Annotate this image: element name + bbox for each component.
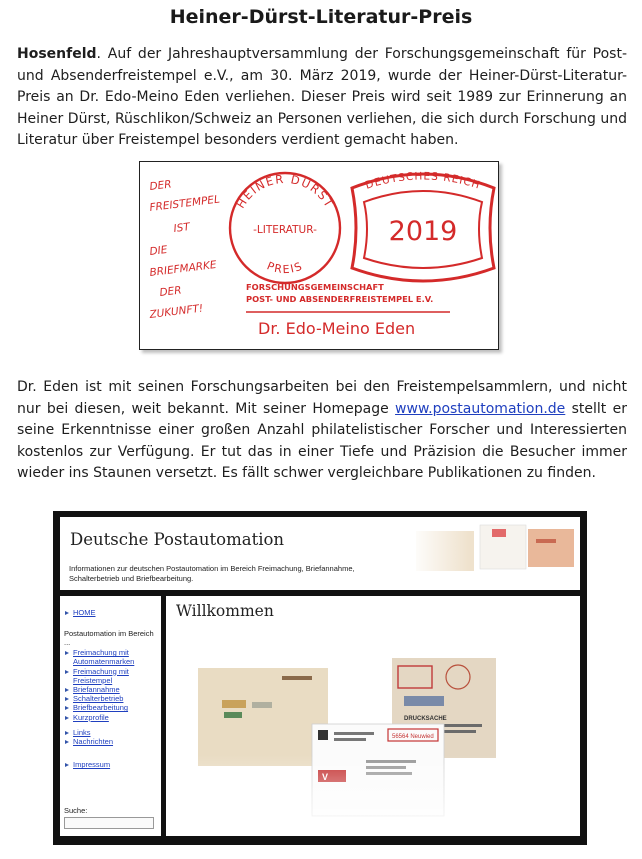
nav-freimachung-automatenmarken[interactable]: Freimachung mit Automatenmarken bbox=[64, 648, 157, 666]
article-title: Heiner-Dürst-Literatur-Preis bbox=[169, 6, 473, 28]
header-envelope-thumbnails bbox=[410, 517, 580, 590]
nav-schalterbetrieb[interactable]: Schalterbetrieb bbox=[64, 694, 157, 703]
nav-nachrichten[interactable]: Nachrichten bbox=[64, 737, 157, 746]
meter-top-text: DEUTSCHES REICH bbox=[364, 170, 482, 192]
slogan-line-1: DER bbox=[148, 178, 173, 193]
meter-value: 2019 bbox=[388, 216, 458, 247]
organisation-text bbox=[246, 282, 433, 304]
slogan-line-7: ZUKUNFT! bbox=[148, 302, 204, 321]
nav-impressum[interactable]: Impressum bbox=[64, 760, 157, 769]
svg-text:PREIS bbox=[265, 259, 305, 276]
slogan-line-4: DIE bbox=[148, 243, 169, 258]
nav-freimachung-freistempel[interactable]: Freimachung mit Freistempel bbox=[64, 667, 157, 685]
location-lead: Hosenfeld bbox=[17, 46, 97, 62]
slogan-line-6: DER bbox=[158, 284, 183, 299]
nav-kurzprofile[interactable]: Kurzprofile bbox=[64, 713, 157, 722]
recipient-name: Dr. Edo-Meino Eden bbox=[258, 319, 416, 338]
postmark-circle bbox=[230, 172, 340, 283]
nav-links[interactable]: Links bbox=[64, 728, 157, 737]
nav-briefbearbeitung[interactable]: Briefbearbeitung bbox=[64, 703, 157, 712]
intro-text: . Auf der Jahreshauptversammlung der Forschungsgemeinschaft für Post- und Absenderfreistempel e.V., am 30. März 2019, wurde der Heiner-Dürst-Literatur-Preis an Dr. Edo-Meino Eden verliehen. Dieser Preis wird seit 1989 zur Erinnerung an Heiner Dürst, Rüschlikon/Schweiz an Personen verliehen, die sich durch Forschung und Literatur über Freistempel besonders verdient gemacht haben. bbox=[17, 46, 627, 148]
search-label: Suche: bbox=[64, 806, 88, 815]
meter-frame bbox=[352, 170, 494, 281]
site-header bbox=[60, 517, 580, 590]
org-line-1: FORSCHUNGSGEMEINSCHAFT bbox=[246, 282, 384, 292]
homepage-text-after: stellt er seine Erkenntnisse einer großen Anzahl philatelistischer Forscher und Interessierten kostenlos zur Verfügung. Er tut das in einer Tiefe und Präzision die Besucher immer wieder ins Staunen versetzt. Es fällt schwer vergleichbare Publikationen zu finden. bbox=[17, 400, 627, 481]
circle-top-text: HEINER DÜRST bbox=[233, 171, 337, 211]
nav-section-label: Postautomation im Bereich ... bbox=[64, 629, 154, 648]
site-subtitle: Informationen zur deutschen Postautomation im Bereich Freimachung, Briefannahme, Schalterbetrieb und Briefbearbeitung. bbox=[69, 564, 355, 583]
slogan-text bbox=[148, 178, 221, 321]
circle-middle-text: -LITERATUR- bbox=[253, 224, 317, 236]
nav-briefannahme[interactable]: Briefannahme bbox=[64, 685, 157, 694]
search-input[interactable] bbox=[64, 817, 154, 829]
intro-paragraph bbox=[17, 44, 627, 152]
slogan-line-2: FREISTEMPEL bbox=[148, 193, 221, 214]
circle-bottom-text: PREIS bbox=[265, 259, 305, 277]
award-stamp-card bbox=[139, 161, 499, 350]
org-line-2: POST- UND ABSENDERFREISTEMPEL E.V. bbox=[246, 294, 434, 304]
svg-text:HEINER DÜRST bbox=[233, 172, 336, 211]
welcome-heading: Willkommen bbox=[176, 602, 274, 620]
site-main-content bbox=[166, 596, 580, 836]
meter-stamp-impression bbox=[140, 162, 500, 351]
website-screenshot bbox=[53, 511, 587, 845]
homepage-text-before: Dr. Eden ist mit seinen Forschungsarbeiten bei den Freistempelsammlern, und nicht nur bei diesen, weit bekannt. Mit seiner Homepage bbox=[17, 379, 627, 417]
slogan-line-3: IST bbox=[172, 221, 191, 235]
site-title: Deutsche Postautomation bbox=[70, 530, 285, 549]
homepage-link[interactable]: www.postautomation.de bbox=[395, 400, 566, 417]
nav-home[interactable]: HOME bbox=[64, 608, 157, 617]
slogan-line-5: BRIEFMARKE bbox=[148, 258, 218, 279]
homepage-paragraph bbox=[17, 377, 627, 485]
svg-text:DEUTSCHES REICH bbox=[364, 170, 482, 191]
site-sidebar bbox=[60, 596, 161, 836]
envelope-collage bbox=[166, 596, 580, 836]
